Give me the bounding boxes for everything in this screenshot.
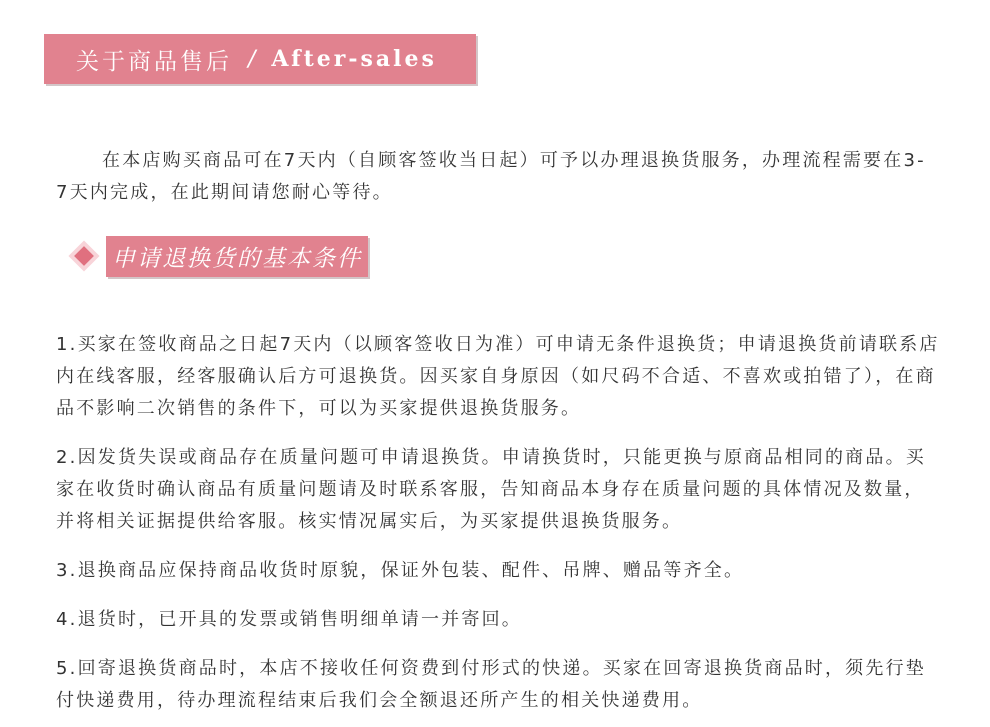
condition-item-2: 2.因发货失误或商品存在质量问题可申请退换货。申请换货时，只能更换与原商品相同的商品。买家在收货时确认商品有质量问题请及时联系客服，告知商品本身存在质量问题的具体情况及数量，并将相关证据提供给客服。核实情况属实后，为买家提供退换货服务。 xyxy=(56,447,926,532)
condition-item-4: 4.退货时，已开具的发票或销售明细单请一并寄回。 xyxy=(56,609,522,630)
header-title-english: After-sales xyxy=(271,46,437,72)
section-heading xyxy=(70,236,368,276)
after-sales-header-banner xyxy=(44,34,476,84)
intro-paragraph: 在本店购买商品可在7天内（自顾客签收当日起）可予以办理退换货服务，办理流程需要在3-7天内完成，在此期间请您耐心等待。 xyxy=(56,150,926,203)
header-title-chinese: 关于商品售后 xyxy=(76,48,232,75)
condition-item-3: 3.退换商品应保持商品收货时原貌，保证外包装、配件、吊牌、赠品等齐全。 xyxy=(56,560,745,581)
condition-item-5: 5.回寄退换货商品时，本店不接收任何资费到付形式的快递。买家在回寄退换货商品时，须先行垫付快递费用，待办理流程结束后我们会全额退还所产生的相关快递费用。 xyxy=(56,658,926,711)
diamond-bullet-icon xyxy=(70,242,98,270)
section-title-label: 申请退换货的基本条件 xyxy=(106,236,368,277)
header-separator: / xyxy=(248,46,256,72)
condition-item-1: 1.买家在签收商品之日起7天内（以顾客签收日为准）可申请无条件退换货；申请退换货前请联系店内在线客服，经客服确认后方可退换货。因买家自身原因（如尺码不合适、不喜欢或拍错了），在商品不影响二次销售的条件下，可以为买家提供退换货服务。 xyxy=(56,334,940,419)
